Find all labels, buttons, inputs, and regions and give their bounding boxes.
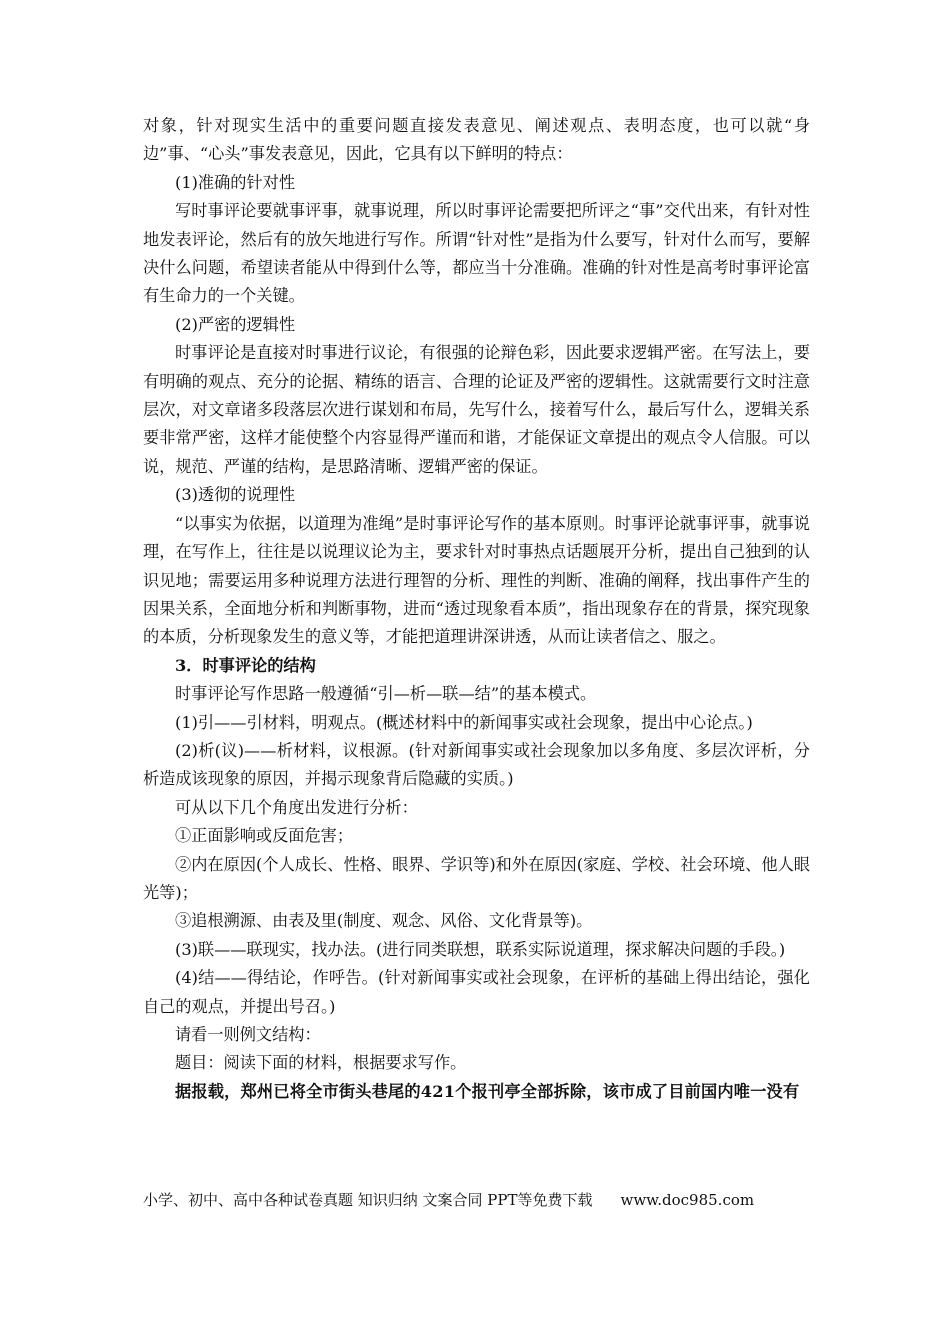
list-item: ③追根溯源、由表及里(制度、观念、风俗、文化背景等)。	[175, 911, 593, 931]
paragraph: 请看一则例文结构：	[175, 1025, 321, 1044]
heading-reasoning: (3)透彻的说理性	[175, 485, 296, 505]
heading-accuracy: (1)准确的针对性	[175, 172, 296, 192]
heading-logic: (2)严密的逻辑性	[175, 314, 296, 334]
material-paragraph: 据报载，郑州已将全市街头巷尾的421个报刊亭全部拆除，该市成了目前国内唯一没有	[175, 1081, 800, 1101]
footer-text: 小学、初中、高中各种试卷真题 知识归纳 文案合同 PPT等免费下载	[143, 1191, 593, 1209]
paragraph: 时事评论是直接对时事进行议论，有很强的论辩色彩，因此要求逻辑严密。在写法上，要有明确的观点、充分的论据、精练的语言、合理的论证及严密的逻辑性。这就需要行文时注意层次，对文章诸多段落层次进行谋划和布局，先写什么，接着写什么，最后写什么，逻辑关系要非常严密，这样才能使整个内容显得严谨而和谐，才能保证文章提出的观点令人信服。可以说，规范、严谨的结构，是思路清晰、逻辑严密的保证。	[143, 343, 810, 476]
list-item: ②内在原因(个人成长、性格、眼界、学识等)和外在原因(家庭、学校、社会环境、他人眼光等)；	[143, 854, 810, 902]
list-item: ①正面影响或反面危害；	[175, 826, 354, 846]
paragraph: 时事评论写作思路一般遵循“引—析—联—结”的基本模式。	[175, 684, 597, 704]
paragraph: 可从以下几个角度出发进行分析：	[175, 797, 418, 817]
list-item: (3)联——联现实，找办法。(进行同类联想，联系实际说道理，探求解决问题的手段。)	[175, 939, 786, 959]
paragraph: “以事实为依据，以道理为准绳”是时事评论写作的基本原则。时事评论就事评事，就事说理，在写作上，往往是以说理议论为主，要求针对时事热点话题展开分析，提出自己独到的认识见地；需要运用多种说理方法进行理智的分析、理性的判断、准确的阐释，找出事件产生的因果关系，全面地分析和判断事物，进而“透过现象看本质”，指出现象存在的背景，探究现象的本质，分析现象发生的意义等，才能把道理讲深讲透，从而让读者信之、服之。	[143, 513, 810, 647]
paragraph: 对象，针对现实生活中的重要问题直接发表意见、阐述观点、表明态度，也可以就“身边”事、“心头”事发表意见，因此，它具有以下鲜明的特点：	[143, 116, 810, 164]
paragraph: 题目：阅读下面的材料，根据要求写作。	[175, 1053, 467, 1073]
list-item: (1)引——引材料，明观点。(概述材料中的新闻事实或社会现象，提出中心论点。)	[175, 712, 753, 732]
page-footer	[143, 1188, 810, 1212]
section-heading-structure: 3．时事评论的结构	[175, 655, 316, 675]
footer-url[interactable]: www.doc985.com	[620, 1191, 755, 1209]
paragraph: 写时事评论要就事评事，就事说理，所以时事评论需要把所评之“事”交代出来，有针对性地发表评论，然后有的放矢地进行写作。所谓“针对性”是指为什么要写，针对什么而写，要解决什么问题，希望读者能从中得到什么等，都应当十分准确。准确的针对性是高考时事评论富有生命力的一个关键。	[143, 201, 810, 306]
list-item: (2)析(议)——析材料，议根源。(针对新闻事实或社会现象加以多角度、多层次评析，分析造成该现象的原因，并揭示现象背后隐藏的实质。)	[143, 740, 810, 789]
list-item: (4)结——得结论，作呼告。(针对新闻事实或社会现象，在评析的基础上得出结论，强化自己的观点，并提出号召。)	[143, 968, 810, 1016]
body-text	[143, 112, 810, 1106]
